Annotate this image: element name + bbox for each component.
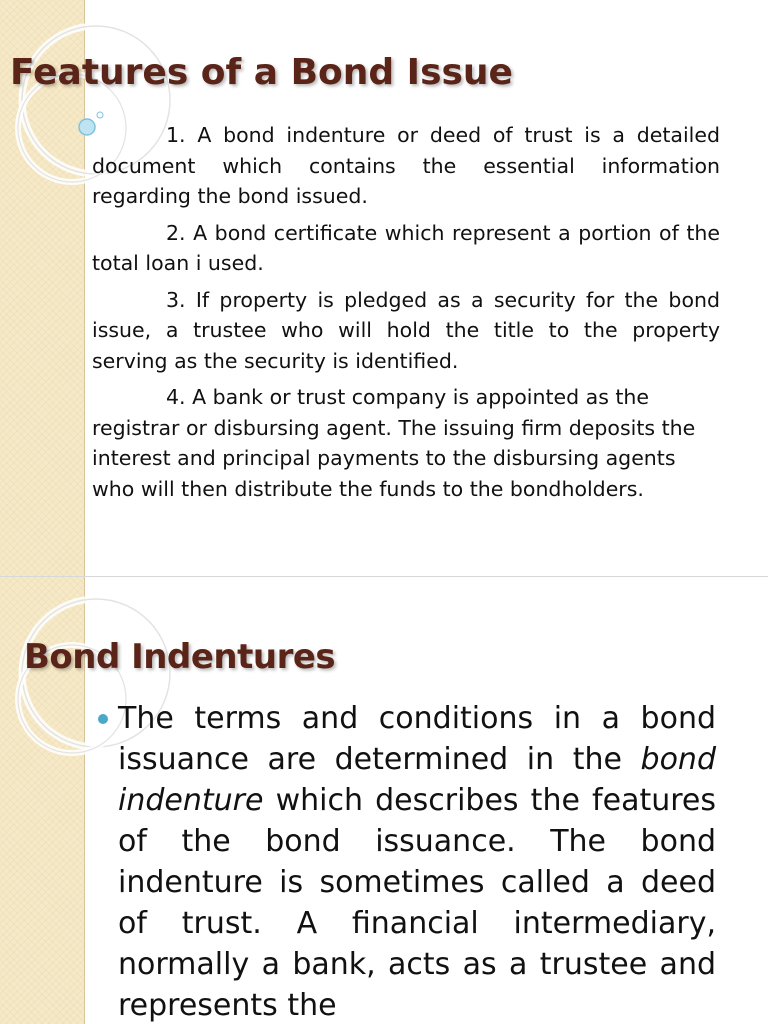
feature-item-1: 1. A bond indenture or deed of trust is a detailed document which contains the essential information regarding the bond issued.: [92, 123, 720, 208]
bullet-text-start: The terms and conditions in a bond issuance are determined in the: [118, 701, 716, 777]
bullet-text-end: which describes the features of the bond issuance. The bond indenture is sometimes called a deed of trust. A financial intermediary, normally a bank, acts as a trustee and represents the: [118, 783, 716, 1023]
bullet-emphasis: bond indenture: [118, 742, 716, 818]
feature-item-3: 3. If property is pledged as a security for the bond issue, a trustee who will hold the title to the property serving as the security is identified.: [92, 287, 720, 373]
bullet-dot-icon: [98, 714, 108, 724]
slide-title: Features of a Bond Issue: [10, 52, 513, 93]
list-item: [96, 698, 716, 1024]
feature-item-2: 2. A bond certificate which represent a portion of the total loan i used.: [92, 220, 720, 275]
feature-list: [92, 120, 720, 510]
slide-title: Bond Indentures: [24, 637, 336, 677]
feature-item-4: 4. A bank or trust company is appointed as the registrar or disbursing agent. The issuing firm deposits the interest and principal payments to the disbursing agents who will then distribute the funds to the bondholders.: [92, 385, 696, 501]
bullet-list: [96, 698, 716, 1024]
